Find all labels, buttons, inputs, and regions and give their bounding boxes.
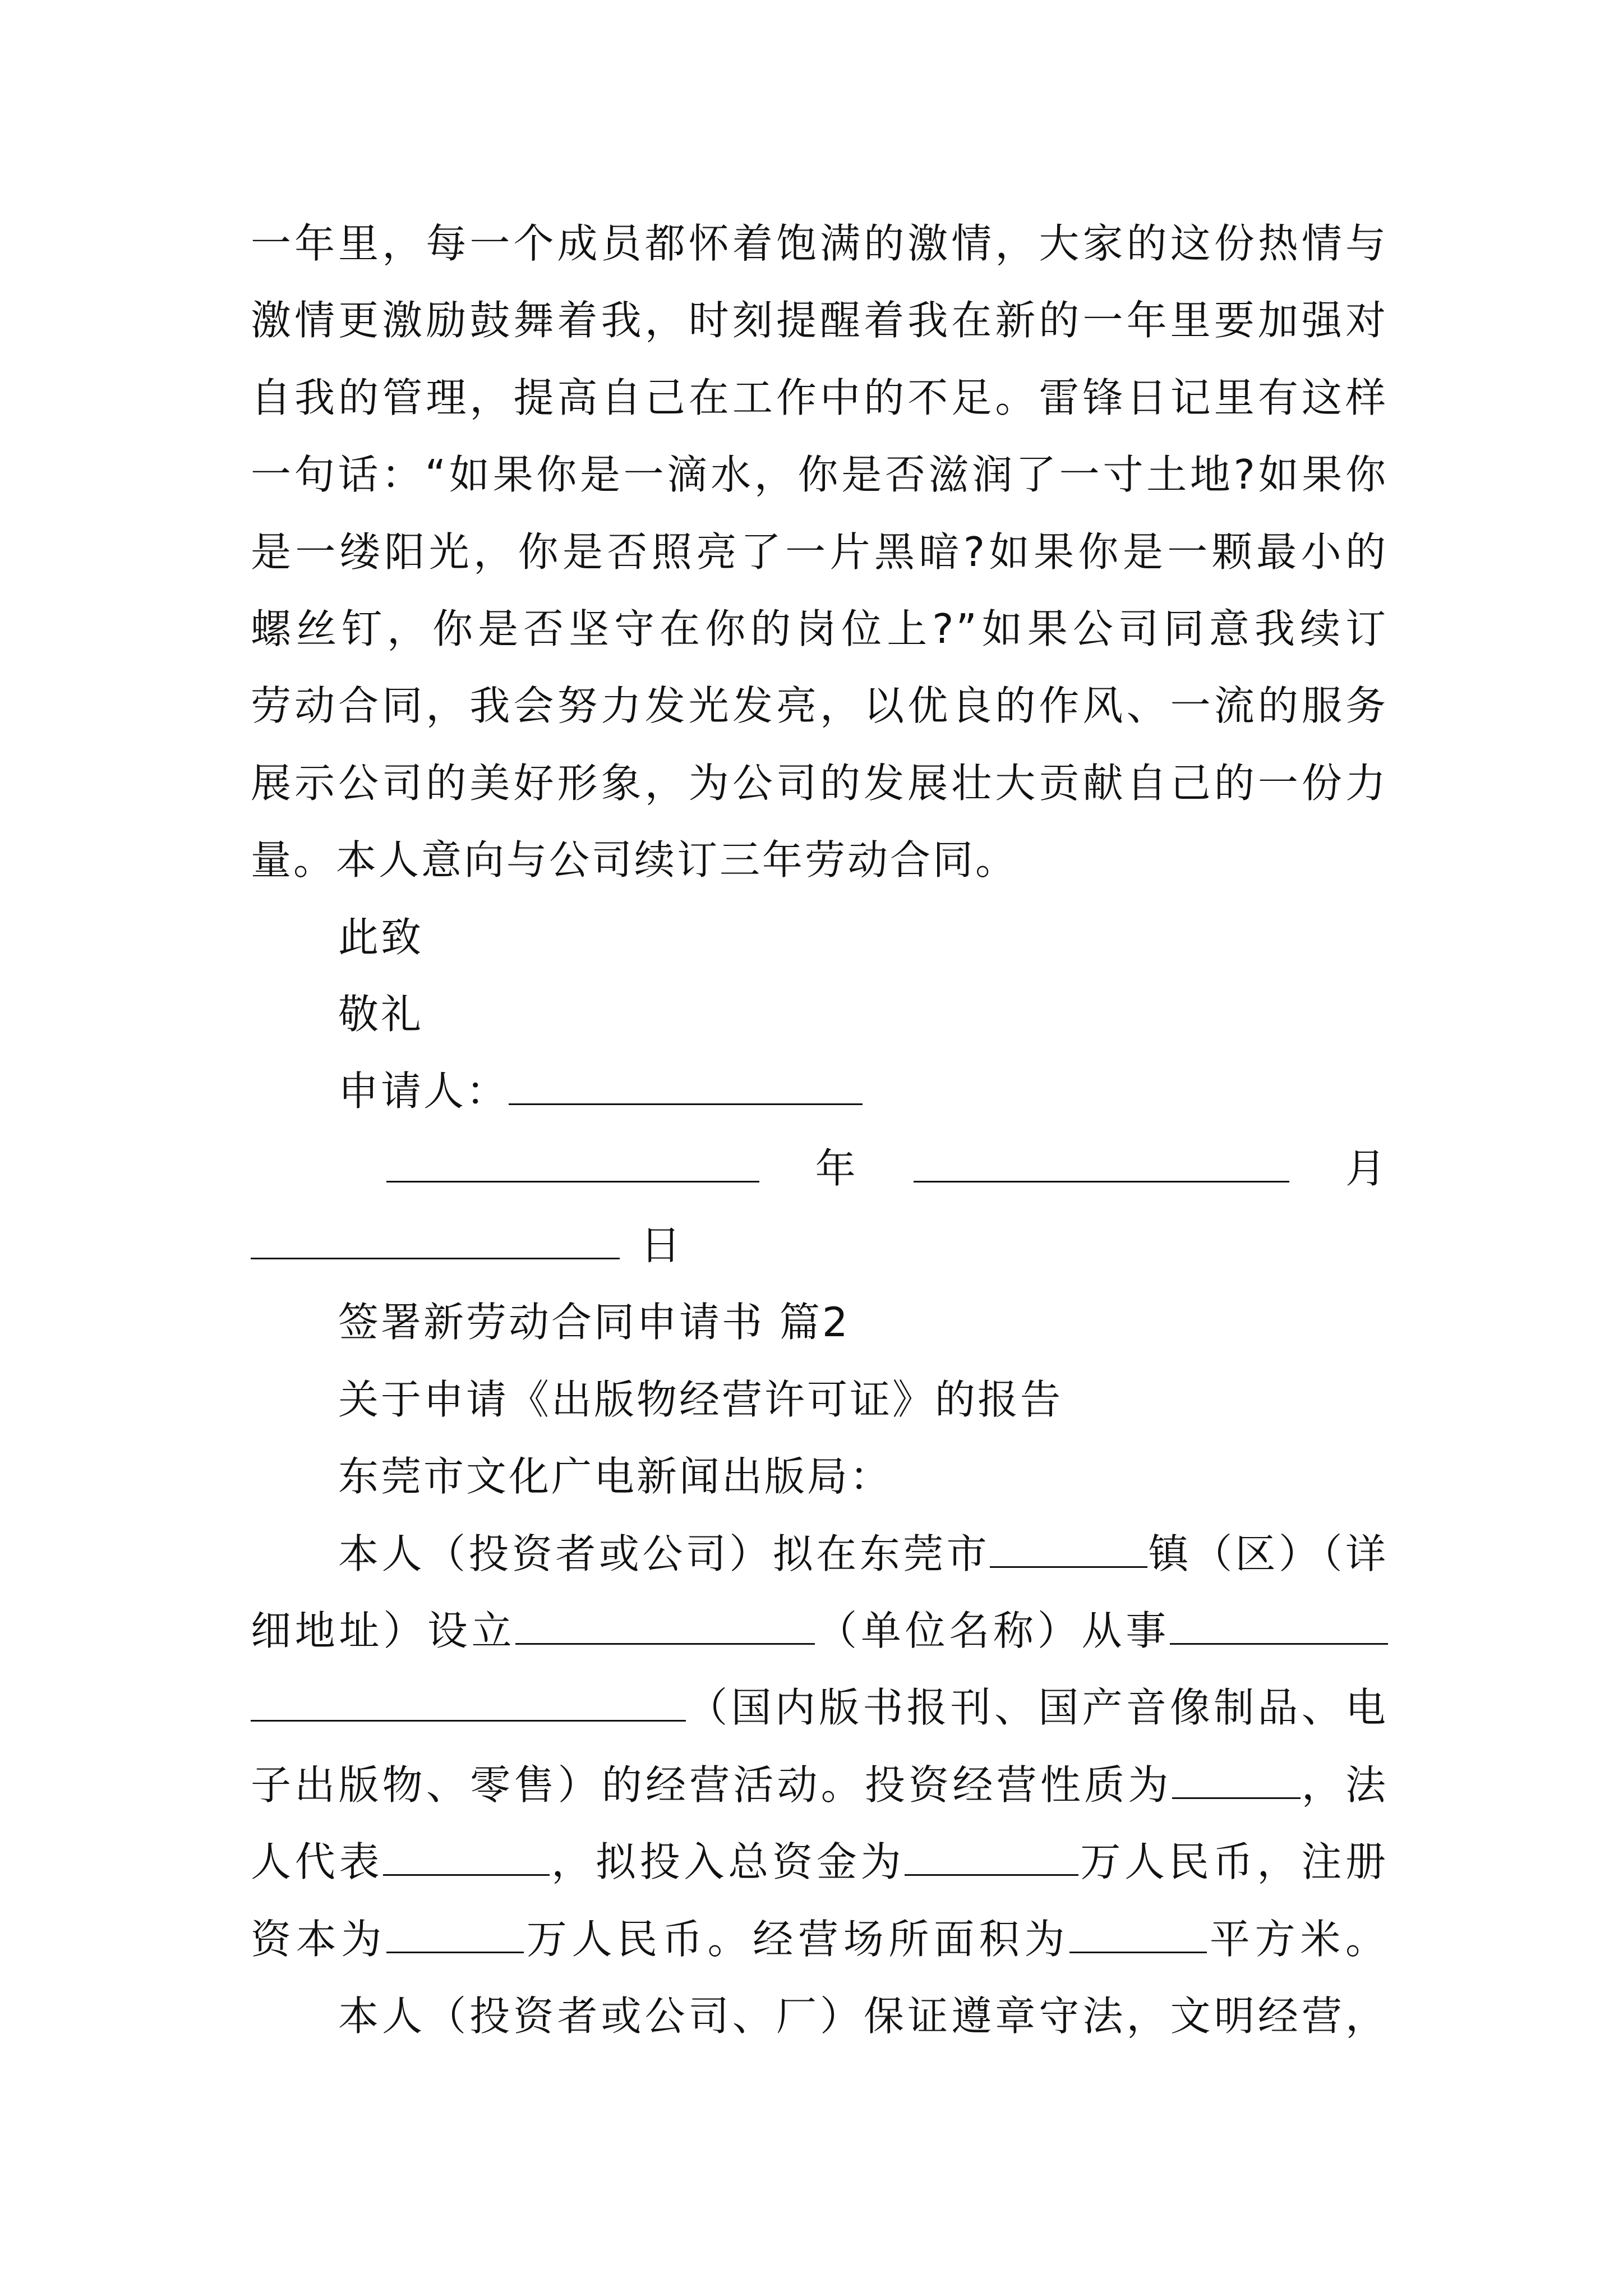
- line-text: 资本为: [251, 1915, 387, 1963]
- fill-in-blank[interactable]: [1069, 1918, 1207, 1953]
- line-text: 自我的管理，提高自己在工作中的不足。雷锋日记里有这样: [251, 374, 1388, 421]
- line-text: 申请人：: [338, 1068, 509, 1115]
- fill-in-blank[interactable]: [1170, 1609, 1388, 1645]
- line-text: 敬礼: [338, 990, 424, 1038]
- text-line: [251, 436, 1388, 513]
- line-text: 子出版物、零售）的经营活动。投资经营性质为: [251, 1761, 1172, 1809]
- line-text: （国内版书报刊、国产音像制品、电: [686, 1684, 1388, 1732]
- line-text: 劳动合同，我会努力发光发亮，以优良的作风、一流的服务: [251, 682, 1388, 730]
- text-line: [251, 822, 1388, 899]
- line-text: 本人（投资者或公司）拟在东莞市: [338, 1530, 990, 1577]
- text-line: [251, 1669, 1388, 1746]
- line-text: 签署新劳动合同申请书 篇2: [338, 1299, 850, 1346]
- line-text: 月: [1345, 1144, 1388, 1192]
- text-line: [251, 360, 1388, 436]
- fill-in-blank[interactable]: [383, 1841, 550, 1876]
- text-line: [251, 899, 1388, 976]
- fill-in-blank[interactable]: [914, 1147, 1289, 1182]
- text-line: [251, 514, 1388, 591]
- text-line: [251, 282, 1388, 359]
- text-line: [251, 1284, 1388, 1361]
- text-line: [251, 1207, 1388, 1284]
- line-text: （单位名称）从事: [815, 1607, 1170, 1655]
- line-text: 此致: [338, 913, 424, 961]
- fill-in-blank[interactable]: [386, 1147, 759, 1182]
- line-text: 螺丝钉，你是否坚守在你的岗位上?”如果公司同意我续订: [251, 605, 1388, 652]
- line-text: 日: [625, 1222, 683, 1269]
- fill-in-blank[interactable]: [1172, 1764, 1301, 1799]
- text-line: [251, 976, 1388, 1053]
- text-line: [251, 205, 1388, 282]
- line-text: 关于申请《出版物经营许可证》的报告: [338, 1375, 1063, 1423]
- text-line: [251, 1361, 1388, 1438]
- line-text: 万人民币，注册: [1078, 1838, 1388, 1886]
- text-line: [251, 1747, 1388, 1824]
- line-text: 一年里，每一个成员都怀着饱满的激情，大家的这份热情与: [251, 220, 1388, 267]
- line-text: 一句话：“如果你是一滴水，你是否滋润了一寸土地?如果你: [251, 451, 1388, 499]
- line-text: 万人民币。经营场所面积为: [524, 1915, 1070, 1963]
- fill-in-blank[interactable]: [251, 1224, 620, 1259]
- line-text: 年: [815, 1144, 858, 1192]
- line-text: 平方米。: [1207, 1915, 1388, 1963]
- text-line: [251, 1516, 1388, 1593]
- line-text: 量。本人意向与公司续订三年劳动合同。: [251, 836, 1018, 884]
- fill-in-blank[interactable]: [905, 1841, 1078, 1876]
- fill-in-blank[interactable]: [990, 1533, 1147, 1568]
- fill-in-blank[interactable]: [251, 1686, 686, 1722]
- fill-in-blank[interactable]: [386, 1918, 524, 1953]
- fill-in-blank[interactable]: [515, 1609, 815, 1645]
- line-text: 展示公司的美好形象，为公司的发展壮大贡献自己的一份力: [251, 759, 1388, 807]
- line-text: ，拟投入总资金为: [550, 1838, 905, 1886]
- text-line: [251, 745, 1388, 822]
- fill-in-blank[interactable]: [509, 1070, 863, 1105]
- line-text: 本人（投资者或公司、厂）保证遵章守法，文明经营，: [338, 1992, 1388, 2040]
- document-page: [251, 205, 1388, 2055]
- line-text: 镇（区）（详: [1147, 1530, 1388, 1577]
- text-line: [251, 1053, 1388, 1130]
- text-line: [251, 1978, 1388, 2055]
- text-line: [251, 1593, 1388, 1669]
- text-line: [251, 591, 1388, 668]
- line-text: ，法: [1300, 1761, 1388, 1809]
- line-text: 人代表: [251, 1838, 384, 1886]
- line-text: 是一缕阳光，你是否照亮了一片黑暗?如果你是一颗最小的: [251, 528, 1388, 576]
- line-text: 东莞市文化广电新闻出版局：: [338, 1453, 893, 1501]
- line-text: 激情更激励鼓舞着我，时刻提醒着我在新的一年里要加强对: [251, 297, 1388, 344]
- text-line: [251, 1901, 1388, 1978]
- text-line: [251, 668, 1388, 744]
- text-line: [251, 1130, 1388, 1207]
- text-line: [251, 1438, 1388, 1515]
- line-text: 细地址）设立: [251, 1607, 516, 1655]
- text-line: [251, 1824, 1388, 1901]
